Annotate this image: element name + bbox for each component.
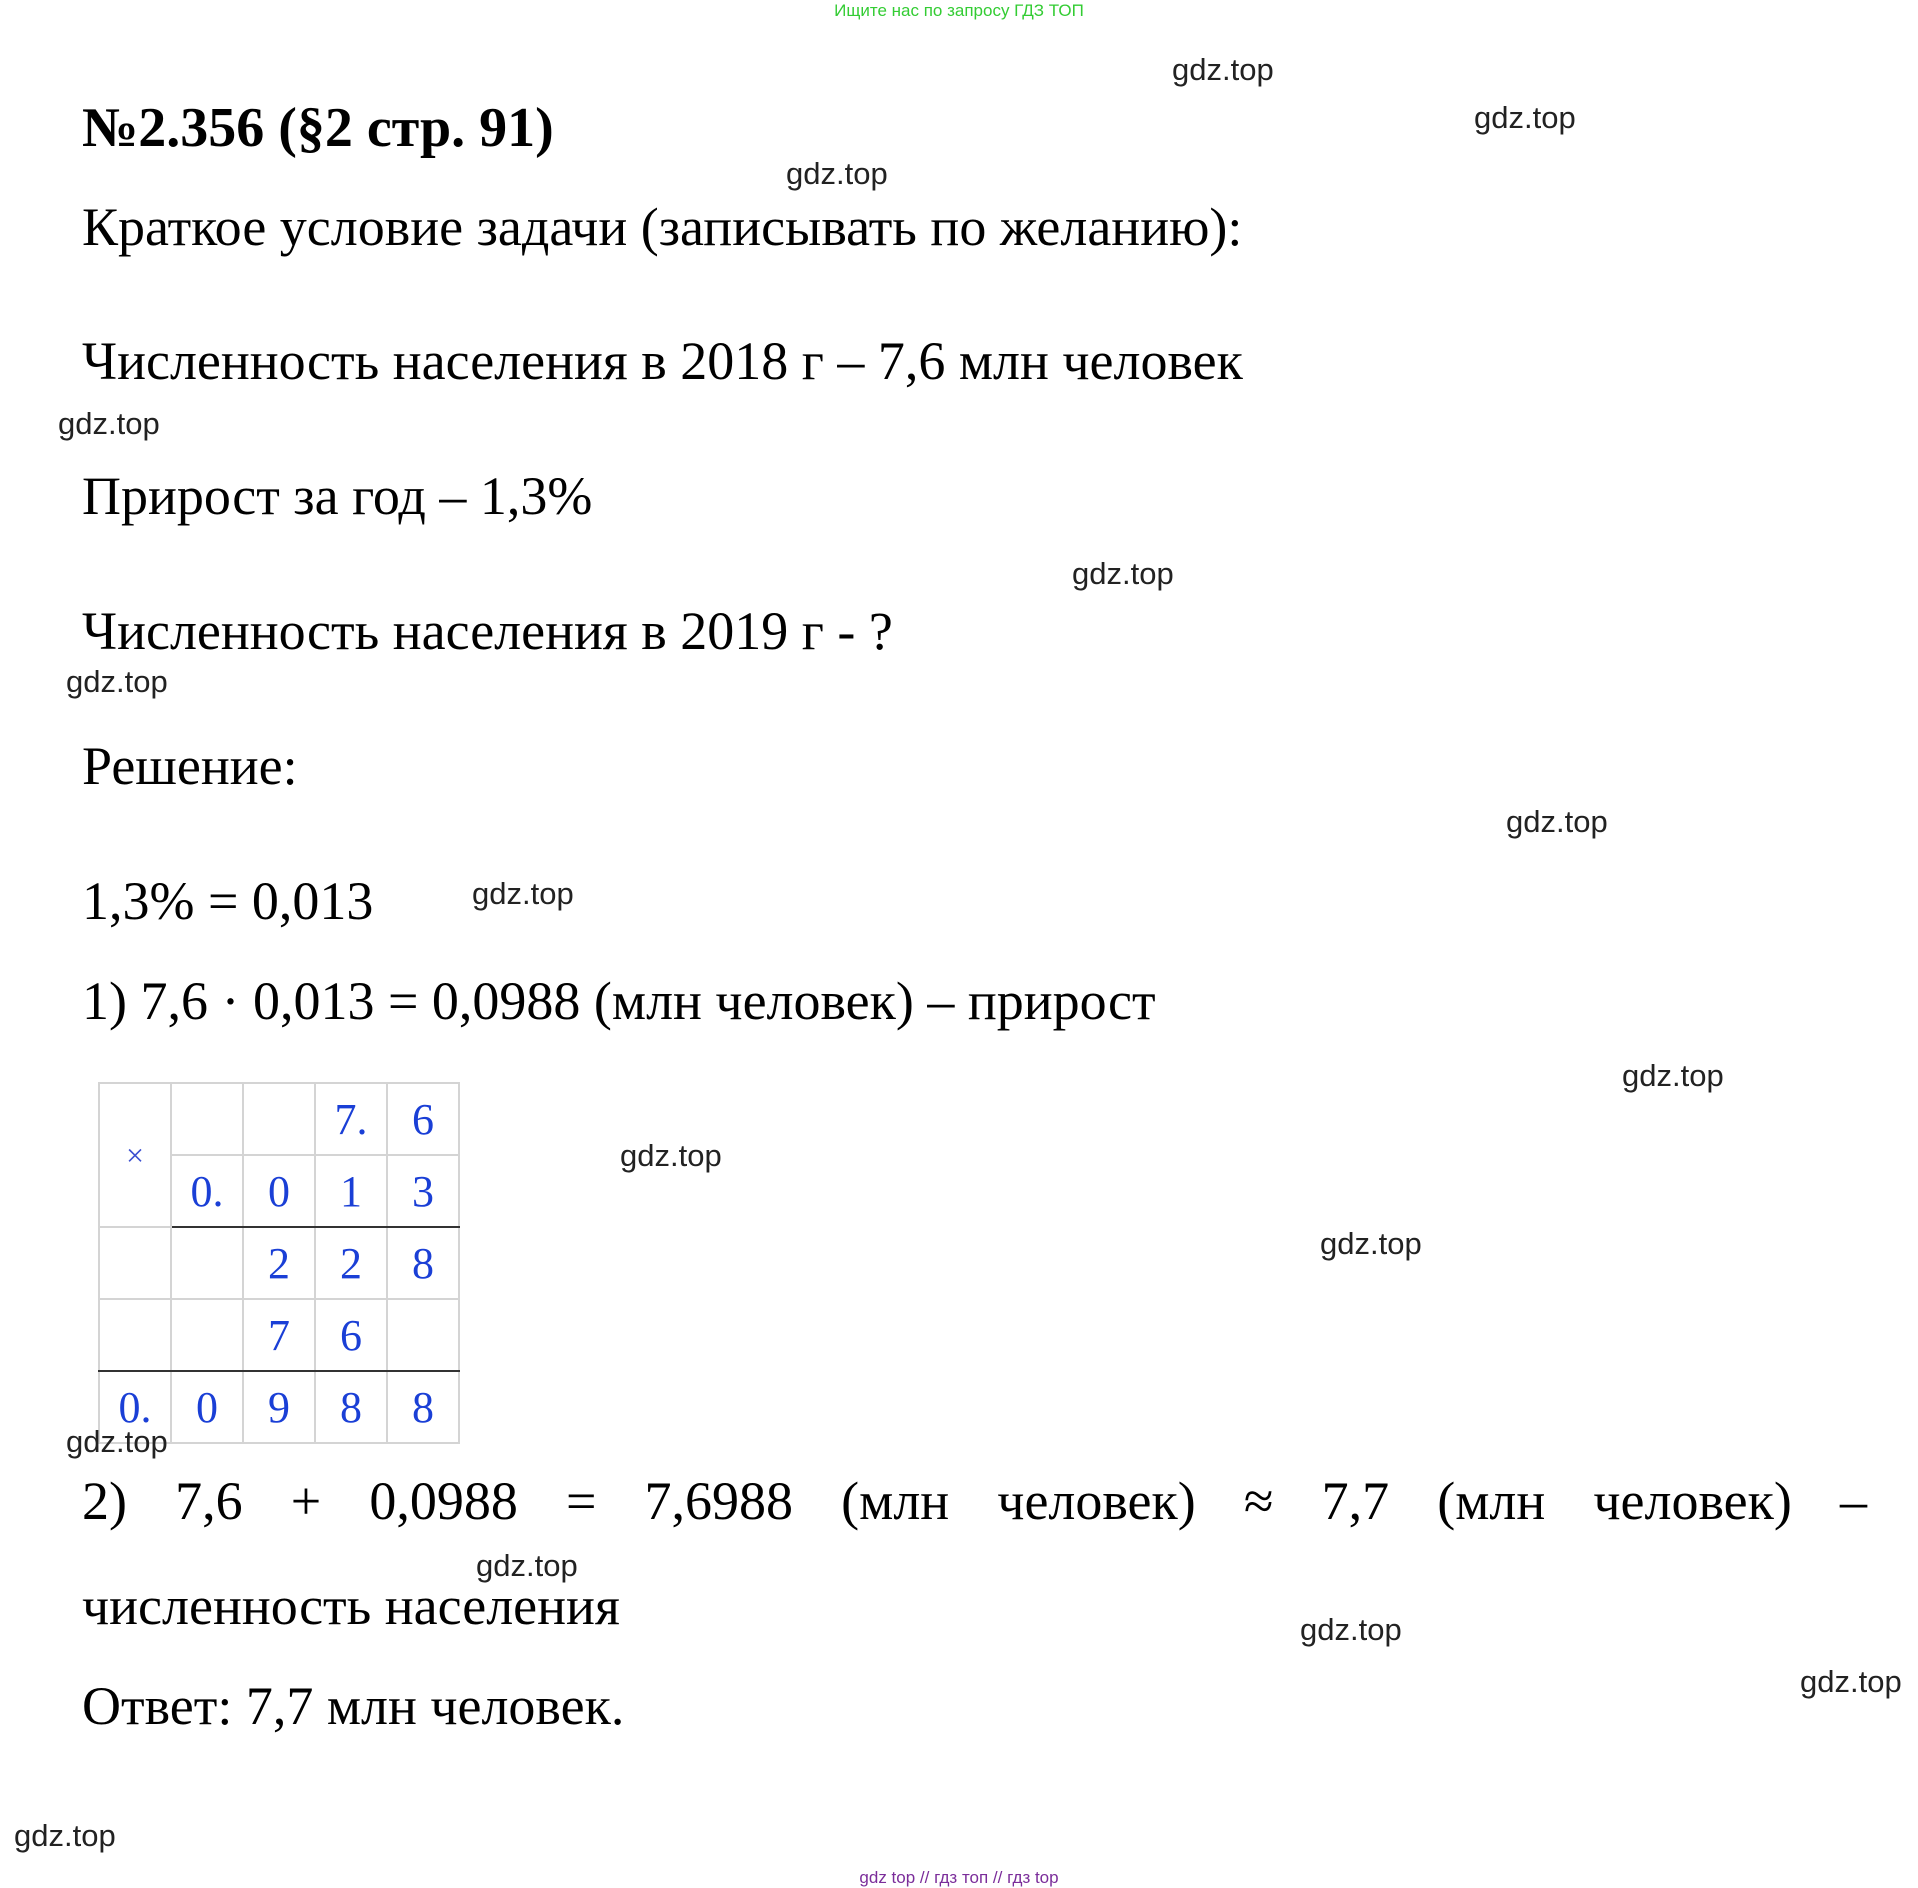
step2-token: 2) <box>82 1471 127 1531</box>
watermark: gdz.top <box>1800 1664 1902 1699</box>
step2-token: человек) <box>997 1471 1196 1531</box>
grid-cell <box>99 1227 171 1299</box>
step2-token: человек) <box>1593 1471 1792 1531</box>
watermark: gdz.top <box>1506 804 1608 839</box>
watermark: gdz.top <box>1320 1226 1422 1261</box>
grid-cell: 7. <box>315 1083 387 1155</box>
watermark: gdz.top <box>1300 1612 1402 1647</box>
watermark: gdz.top <box>1474 100 1576 135</box>
step2-token: = <box>565 1471 597 1531</box>
grid-cell: 6 <box>387 1083 459 1155</box>
step2-token: (млн <box>841 1471 950 1531</box>
grid-cell: 8 <box>387 1227 459 1299</box>
grid-cell: 2 <box>315 1227 387 1299</box>
grid-cell: 0. <box>99 1371 171 1443</box>
grid-cell: 0. <box>171 1155 243 1227</box>
grid-cell: 8 <box>315 1371 387 1443</box>
step2-token: (млн <box>1437 1471 1546 1531</box>
grid-cell: 9 <box>243 1371 315 1443</box>
watermark: gdz.top <box>472 876 574 911</box>
percent-conversion: 1,3% = 0,013 <box>82 871 374 931</box>
watermark: gdz.top <box>620 1138 722 1173</box>
condition-heading: Краткое условие задачи (записывать по желанию): <box>82 197 1243 257</box>
watermark: gdz.top <box>1072 556 1174 591</box>
multiply-sign: × <box>99 1083 171 1227</box>
watermark: gdz.top <box>14 1818 116 1853</box>
grid-cell <box>171 1083 243 1155</box>
condition-question: Численность населения в 2019 г - ? <box>82 601 893 661</box>
watermark: gdz.top <box>66 1424 168 1459</box>
watermark: gdz.top <box>476 1548 578 1583</box>
step2-token: 7,7 <box>1321 1471 1390 1531</box>
grid-cell <box>387 1299 459 1371</box>
top-banner[interactable]: Ищите нас по запросу ГДЗ ТОП <box>834 1 1084 20</box>
grid-cell: 7 <box>243 1299 315 1371</box>
watermark: gdz.top <box>66 664 168 699</box>
step2-token: 7,6988 <box>644 1471 794 1531</box>
step2-token: – <box>1839 1471 1867 1531</box>
grid-cell <box>171 1227 243 1299</box>
watermark: gdz.top <box>1172 52 1274 87</box>
condition-growth: Прирост за год – 1,3% <box>82 466 593 526</box>
grid-cell: 1 <box>315 1155 387 1227</box>
grid-cell: 8 <box>387 1371 459 1443</box>
step2-token: + <box>290 1471 322 1531</box>
solution-step-2 <box>82 1470 1867 1532</box>
watermark: gdz.top <box>1622 1058 1724 1093</box>
solution-heading: Решение: <box>82 736 298 796</box>
step2-token: ≈ <box>1243 1471 1274 1531</box>
grid-cell: 0 <box>171 1371 243 1443</box>
grid-cell: 0 <box>243 1155 315 1227</box>
answer: Ответ: 7,7 млн человек. <box>82 1676 625 1736</box>
multiplication-grid <box>98 1082 460 1444</box>
grid-cell: 6 <box>315 1299 387 1371</box>
grid-cell <box>243 1083 315 1155</box>
condition-population-2018: Численность населения в 2018 г – 7,6 млн человек <box>82 331 1243 391</box>
grid-cell: 2 <box>243 1227 315 1299</box>
watermark: gdz.top <box>58 406 160 441</box>
step2-token: 7,6 <box>175 1471 243 1531</box>
page-title: №2.356 (§2 стр. 91) <box>82 97 554 159</box>
grid-cell <box>171 1299 243 1371</box>
solution-step-1: 1) 7,6 · 0,013 = 0,0988 (млн человек) – прирост <box>82 971 1156 1031</box>
grid-cell: 3 <box>387 1155 459 1227</box>
solution-step-2-continuation: численность населения <box>82 1576 620 1636</box>
grid-cell <box>99 1299 171 1371</box>
watermark: gdz.top <box>786 156 888 191</box>
step2-token: 0,0988 <box>369 1471 518 1531</box>
footer-links[interactable]: gdz top // гдз топ // гдз top <box>859 1868 1059 1887</box>
